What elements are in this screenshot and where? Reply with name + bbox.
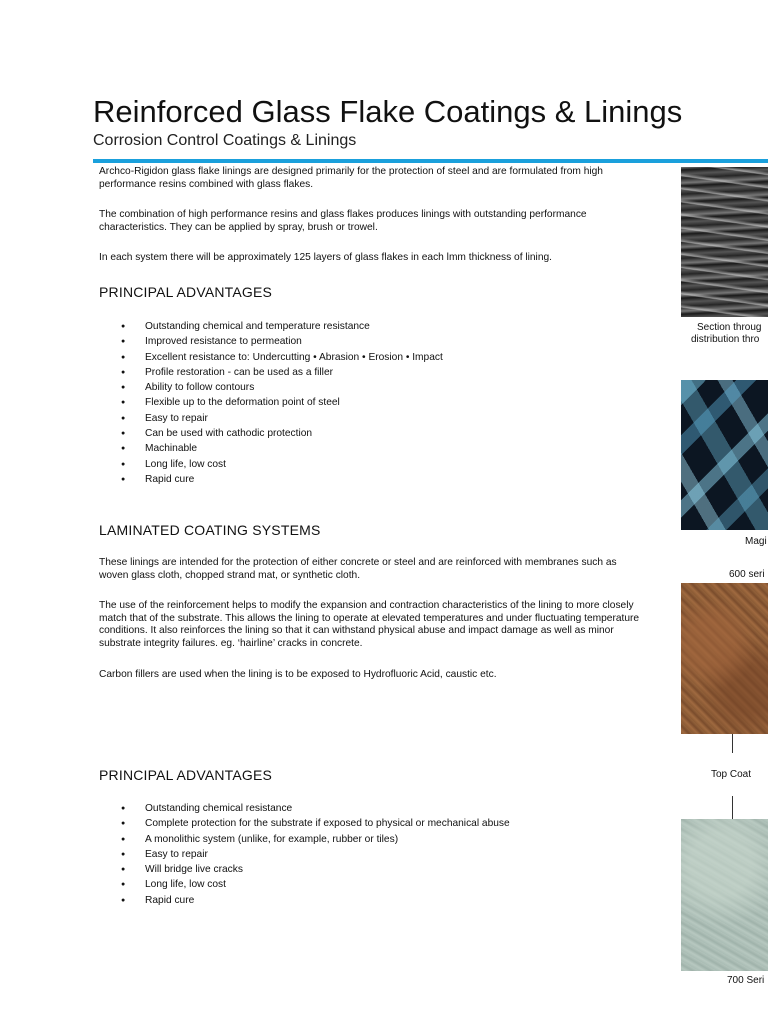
photo-caption-4: Top Coat	[711, 769, 752, 780]
list-item: ● Complete protection for the substrate if exposed to physical or mechanical abuse	[99, 816, 510, 831]
list-item: ● A monolithic system (unlike, for example, rubber or tiles)	[99, 832, 510, 847]
caption-leader-line	[732, 734, 733, 753]
intro-paragraph-1: Archco-Rigidon glass flake linings are designed primarily for the protection of steel and are formulated from high performance resins combined with glass flakes.	[99, 166, 603, 190]
list-item: ● Will bridge live cracks	[99, 862, 510, 877]
list-item: ● Long life, low cost	[99, 457, 443, 472]
title-divider	[93, 159, 768, 163]
list-item: ● Profile restoration - can be used as a filler	[99, 365, 443, 380]
list-item: ● Rapid cure	[99, 472, 443, 487]
page-title: Reinforced Glass Flake Coatings & Linings	[93, 94, 683, 129]
list-item: ● Machinable	[99, 441, 443, 456]
advantages-list-1	[99, 319, 443, 487]
advantages-list-2	[99, 801, 510, 908]
600-series-coating-photo	[681, 583, 768, 734]
photo-caption-5: 700 Seri	[727, 975, 765, 986]
list-item: ● Outstanding chemical and temperature resistance	[99, 319, 443, 334]
page-subtitle: Corrosion Control Coatings & Linings	[93, 132, 357, 149]
laminated-paragraph-2: The use of the reinforcement helps to modify the expansion and contraction characteristics of the lining to more closely match that of the substrate. This allows the lining to operate at elevated temperatures and under fluctuating temperature conditions. It also reinforces the lining so that it can withstand physical abuse and impact damage as well as minor substrate integrity failures. eg. ‘hairline’ cracks in concrete.	[99, 600, 640, 649]
list-item: ● Ability to follow contours	[99, 380, 443, 395]
list-item: ● Easy to repair	[99, 847, 510, 862]
intro-paragraph-2: The combination of high performance resins and glass flakes produces linings with outstanding performance characteristics. They can be applied by spray, brush or trowel.	[99, 209, 587, 233]
photo-caption-1-line-1: Section throug	[697, 322, 762, 333]
list-item: ● Rapid cure	[99, 893, 510, 908]
laminated-paragraph-3: Carbon fillers are used when the lining is to be exposed to Hydrofluoric Acid, caustic etc.	[99, 669, 497, 680]
advantages-heading-1: PRINCIPAL ADVANTAGES	[99, 284, 273, 300]
glass-flake-section-photo	[681, 167, 768, 317]
list-item: ● Can be used with cathodic protection	[99, 426, 443, 441]
photo-caption-3: 600 seri	[729, 569, 765, 580]
laminated-paragraph-1: These linings are intended for the protection of either concrete or steel and are reinforced with membranes such as woven glass cloth, chopped strand mat, or synthetic cloth.	[99, 557, 617, 581]
list-item: ● Easy to repair	[99, 411, 443, 426]
list-item: ● Flexible up to the deformation point of steel	[99, 395, 443, 410]
glass-flakes-magnified-photo	[681, 380, 768, 530]
list-item: ● Long life, low cost	[99, 877, 510, 892]
photo-caption-2: Magi	[745, 536, 767, 547]
intro-paragraph-3: In each system there will be approximately 125 layers of glass flakes in each lmm thickness of lining.	[99, 252, 552, 263]
list-item: ● Outstanding chemical resistance	[99, 801, 510, 816]
list-item: ● Improved resistance to permeation	[99, 334, 443, 349]
laminated-heading: LAMINATED COATING SYSTEMS	[99, 522, 321, 538]
700-series-coating-photo	[681, 819, 768, 971]
advantages-heading-2: PRINCIPAL ADVANTAGES	[99, 767, 273, 783]
photo-caption-1-line-2: distribution thro	[691, 334, 760, 345]
list-item: ● Excellent resistance to: Undercutting • Abrasion • Erosion • Impact	[99, 350, 443, 365]
